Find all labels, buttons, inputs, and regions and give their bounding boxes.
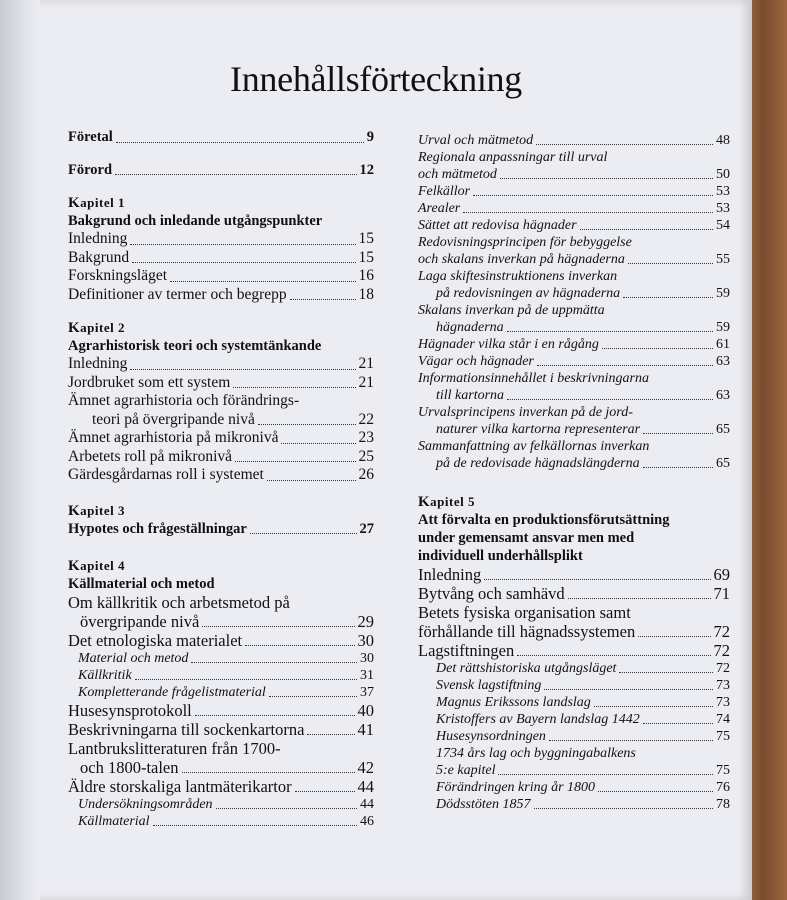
chapter-2-heading: Kapitel 2: [68, 320, 125, 336]
chapter-4-heading: Kapitel 4: [68, 558, 125, 574]
toc-subentry-continued: hägnaderna 59: [436, 320, 730, 335]
toc-entry: Jordbruket som ett system 21: [68, 373, 374, 391]
chapter-3-title: Hypotes och frågeställningar 27: [68, 520, 374, 537]
toc-subentry-continued: naturer vilka kartorna representerar 65: [436, 422, 730, 437]
toc-subentry: Urvalsprincipens inverkan på de jord-: [418, 405, 633, 420]
chapter-5-title-line-2: under gemensamt ansvar men med: [418, 530, 635, 546]
toc-entry: Definitioner av termer och begrepp 18: [68, 285, 374, 303]
toc-subentry: Material och metod 30: [78, 651, 374, 666]
toc-right-column: [418, 132, 730, 813]
toc-subentry: Skalans inverkan på de uppmätta: [418, 303, 605, 318]
toc-entry: Inledning 21: [68, 355, 374, 372]
toc-subentry: Dödsstöten 1857 78: [436, 797, 730, 812]
toc-entry: Gärdesgårdarnas roll i systemet 26: [68, 466, 374, 483]
page-title: Innehållsförteckning: [230, 59, 522, 99]
toc-entry-continued: teori på övergripande nivå 22: [92, 410, 374, 428]
toc-left-column: [68, 128, 374, 830]
toc-subentry: Urval och mätmetod 48: [418, 133, 730, 148]
toc-entry: Husesynsprotokoll 40: [68, 701, 374, 720]
toc-entry: Ämnet agrarhistoria och förändrings-: [68, 392, 300, 409]
toc-subentry: Kristoffers av Bayern landslag 1442 74: [436, 712, 730, 727]
toc-subentry: Felkällor 53: [418, 184, 730, 199]
toc-entry: Inledning 69: [418, 565, 730, 584]
toc-entry: Arbetets roll på mikronivå 25: [68, 447, 374, 465]
toc-subentry: Sättet att redovisa hägnader 54: [418, 218, 730, 233]
toc-entry: Lantbrukslitteraturen från 1700-: [68, 739, 281, 758]
toc-entry-continued: övergripande nivå 29: [80, 612, 374, 631]
toc-subentry: Förändringen kring år 1800 76: [436, 780, 730, 795]
toc-entry-foretal: Företal 9: [68, 129, 374, 145]
chapter-3-heading: Kapitel 3: [68, 502, 125, 519]
toc-entry-continued: förhållande till hägnadssystemen 72: [418, 622, 730, 641]
chapter-5-title-line-1: Att förvalta en produktionsförutsättning: [418, 512, 670, 528]
toc-subentry-continued: och skalans inverkan på hägnaderna 55: [418, 252, 730, 267]
toc-entry: Betets fysiska organisation samt: [418, 603, 631, 622]
toc-entry: Äldre storskaliga lantmäterikartor 44: [68, 777, 374, 796]
book-spine-shadow: [0, 0, 40, 900]
toc-subentry-continued: 5:e kapitel 75: [436, 763, 730, 778]
toc-subentry-continued: och mätmetod 50: [418, 167, 730, 182]
toc-entry-forord: Förord 12: [68, 161, 374, 178]
toc-subentry: Vägar och hägnader 63: [418, 354, 730, 369]
toc-subentry: Sammanfattning av felkällornas inverkan: [418, 439, 650, 454]
toc-subentry-continued: till kartorna 63: [436, 388, 730, 403]
toc-subentry: Regionala anpassningar till urval: [418, 150, 608, 165]
toc-subentry: Hägnader vilka står i en rågång 61: [418, 337, 730, 352]
toc-subentry: 1734 års lag och byggningabalkens: [436, 746, 636, 761]
toc-subentry: Laga skiftesinstruktionens inverkan: [418, 269, 618, 284]
toc-entry: Bytvång och samhävd 71: [418, 584, 730, 603]
chapter-2-title: Agrarhistorisk teori och systemtänkande: [68, 338, 322, 354]
toc-subentry-continued: på de redovisade hägnadslängderna 65: [436, 456, 730, 471]
toc-entry: Bakgrund 15: [68, 248, 374, 266]
toc-subentry: Källmaterial 46: [78, 814, 374, 829]
chapter-5-heading: Kapitel 5: [418, 494, 475, 510]
chapter-1-title: Bakgrund och inledande utgångspunkter: [68, 213, 323, 229]
toc-entry: Ämnet agrarhistoria på mikronivå 23: [68, 429, 374, 446]
toc-entry: Om källkritik och arbetsmetod på: [68, 593, 290, 612]
toc-subentry: Redovisningsprincipen för bebyggelse: [418, 235, 632, 250]
toc-entry: Det etnologiska materialet 30: [68, 631, 374, 650]
toc-subentry: Svensk lagstiftning 73: [436, 678, 730, 693]
toc-entry: Lagstiftningen 72: [418, 641, 730, 660]
toc-entry: Forskningsläget 16: [68, 267, 374, 284]
chapter-1-heading: Kapitel 1: [68, 195, 125, 211]
toc-subentry: Källkritik 31: [78, 668, 374, 683]
toc-subentry: Undersökningsområden 44: [78, 797, 374, 812]
chapter-5-title-line-3: individuell underhållsplikt: [418, 548, 583, 564]
toc-subentry: Informationsinnehållet i beskrivningarna: [418, 371, 649, 386]
toc-subentry-continued: på redovisningen av hägnaderna 59: [436, 286, 730, 301]
toc-subentry: Kompletterande frågelistmaterial 37: [78, 685, 374, 700]
toc-subentry: Husesynsordningen 75: [436, 729, 730, 744]
chapter-4-title: Källmaterial och metod: [68, 576, 215, 592]
toc-entry: Beskrivningarna till sockenkartorna 41: [68, 720, 374, 739]
toc-subentry: Magnus Erikssons landslag 73: [436, 695, 730, 710]
toc-subentry: Det rättshistoriska utgångsläget 72: [436, 661, 730, 676]
toc-entry: Inledning 15: [68, 230, 374, 247]
toc-subentry: Arealer 53: [418, 201, 730, 216]
toc-entry-continued: och 1800-talen 42: [80, 758, 374, 777]
